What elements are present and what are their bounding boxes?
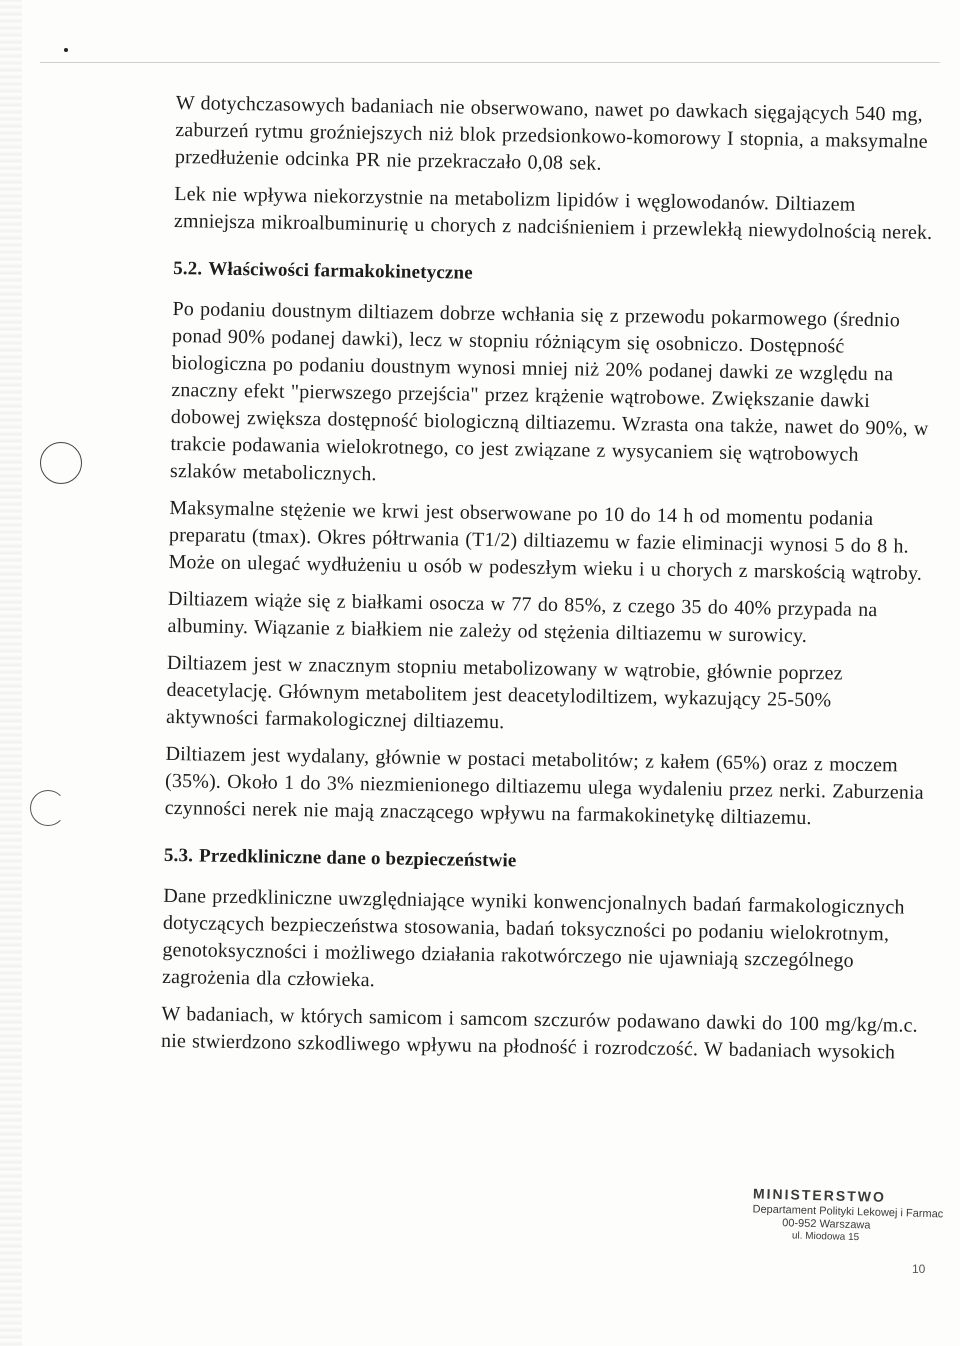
paragraph: Diltiazem wiąże się z białkami osocza w 77 do 85%, z czego 35 do 40% przypada na albuminy. Wiązanie z białkiem nie zależy od stężenia diltiazemu w surowicy.: [167, 587, 878, 647]
page-number: 10: [912, 1262, 926, 1276]
paragraph: W badaniach, w których samicom i samcom szczurów podawano dawki do 100 mg/kg/m.c. nie stwierdzono szkodliwego wpływu na płodność i rozrodczość. W badaniach wysokich: [160, 1002, 918, 1064]
stamp-line: ul. Miodowa 15: [791, 1230, 860, 1244]
stamp-line: Departament Polityki Lekowej i Farmac: [752, 1203, 944, 1221]
section-number: 5.3.: [163, 844, 194, 867]
document-body: [161, 90, 936, 1077]
paragraph: Lek nie wpływa niekorzystnie na metabolizm lipidów i węglowodanów. Diltiazem zmniejsza mikroalbuminurię u chorych z nadciśnieniem i przewlekłą niewydolnością nerek.: [173, 182, 933, 244]
paragraph: Diltiazem jest w znacznym stopniu metabolizowany w wątrobie, głównie poprzez deacetylację. Głównym metabolitem jest deacetylodiltizem, wykazujący 25-50% aktywności farmakologicznej diltiazemu.: [165, 651, 843, 734]
paragraph: W dotychczasowych badaniach nie obserwowano, nawet po dawkach sięgających 540 mg, zaburzeń rytmu groźniejszych niż blok przedsionkowo-komorowy I stopnia, a maksymalne przedłużenie odcinka PR nie przekraczało 0,08 sek.: [174, 91, 928, 175]
section-title: Przedkliniczne dane o bezpieczeństwie: [198, 845, 517, 872]
punch-hole-icon: [40, 442, 82, 484]
paragraph: Maksymalne stężenie we krwi jest obserwowane po 10 do 14 h od momentu podania preparatu (tmax). Okres półtrwania (T1/2) diltiazemu w fazie eliminacji wynosi 5 do 8 h. Może on ulegać wydłużeniu u osób w podeszłym wieku i u chorych z marskością wątroby.: [168, 496, 923, 585]
section-title: Właściwości farmakokinetyczne: [208, 258, 473, 284]
paragraph: Dane przedkliniczne uwzględniające wyniki konwencjonalnych badań farmakologicznych dotyczących bezpieczeństwa stosowania, badań toksyczności po podaniu wielokrotnym, genotoksyczności i możliwego działania rakotwórczego nie ujawniają szczególnego zagrożenia dla człowieka.: [161, 884, 905, 992]
paragraph: Po podaniu doustnym diltiazem dobrze wchłania się z przewodu pokarmowego (średnio ponad 90% podanej dawki), lecz w stopniu różniącym się osobniczo. Dostępność biologiczna po podaniu doustnym wynosi mniej niż 20% podanej dawki ze względu na znaczny efekt "pierwszego przejścia" przez krążenie wątrobowe. Zwiększanie dawki dobowej zwiększa dostępność biologiczną diltiazemu. Wzrasta ona także, nawet do 90%, w trakcie podawania wielokrotnego, co jest związane z wysycaniem się wątrobowych szlaków metabolicznych.: [169, 297, 929, 486]
section-heading: [164, 842, 924, 881]
scan-top-line: [40, 62, 940, 63]
scan-edge: [0, 0, 22, 1346]
stamp-line: MINISTERSTWO: [752, 1185, 887, 1205]
paragraph: Diltiazem jest wydalany, głównie w postaci metabolitów; z kałem (65%) oraz z moczem (35%). Około 1 do 3% niezmienionego diltiazemu ulega wydaleniu przez nerki. Zaburzenia czynności nerek nie mają znaczącego wpływu na farmakokinetykę diltiazemu.: [164, 742, 924, 830]
punch-hole-icon: [30, 790, 66, 826]
section-number: 5.2.: [173, 257, 203, 280]
section-heading: [173, 255, 933, 294]
stamp-line: 00-952 Warszawa: [782, 1217, 871, 1232]
scan-dot: [64, 48, 68, 52]
